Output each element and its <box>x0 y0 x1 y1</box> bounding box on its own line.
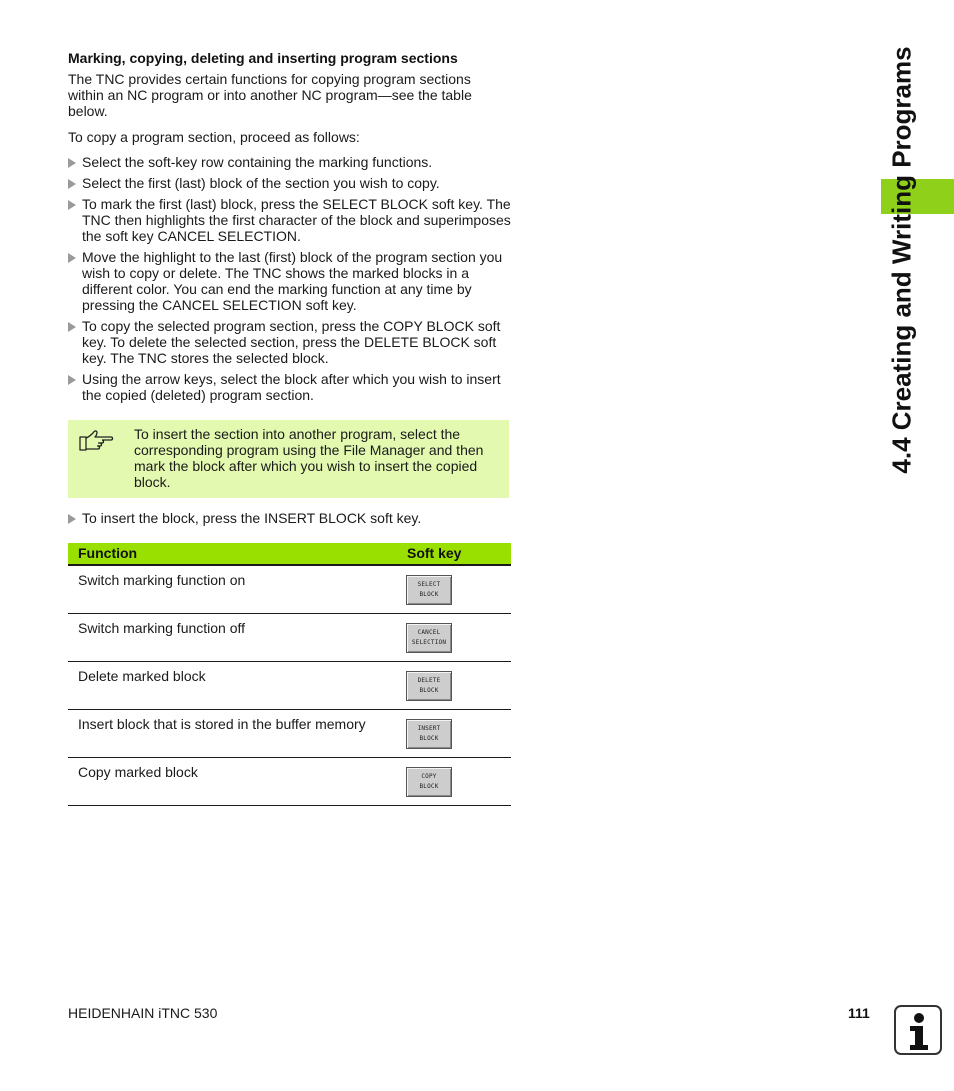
select-block-softkey <box>406 575 452 605</box>
triangle-bullet-icon <box>68 158 76 168</box>
intro-paragraph: The TNC provides certain functions for copying program sections within an NC program or into another NC program—see the table below. <box>68 71 472 119</box>
softkey-line: BLOCK <box>419 735 439 742</box>
step-text: To mark the first (last) block, press the SELECT BLOCK soft key. The TNC then highlights the first character of the block and superimposes the soft key CANCEL SELECTION. <box>82 196 511 244</box>
chapter-title <box>862 40 942 480</box>
softkey-line: BLOCK <box>419 687 439 694</box>
insert-block-softkey <box>406 719 452 749</box>
softkey-line: BLOCK <box>419 783 439 790</box>
step-item <box>68 196 512 244</box>
step-item <box>68 510 512 526</box>
step-item <box>68 249 512 313</box>
softkey-line: CANCEL <box>417 629 441 636</box>
triangle-bullet-icon <box>68 514 76 524</box>
function-cell: Delete marked block <box>78 668 206 684</box>
info-icon <box>894 1005 942 1055</box>
triangle-bullet-icon <box>68 322 76 332</box>
step-text: Using the arrow keys, select the block after which you wish to insert the copied (deleted) program section. <box>82 371 501 403</box>
table-row <box>68 566 511 614</box>
copy-block-softkey <box>406 767 452 797</box>
triangle-bullet-icon <box>68 179 76 189</box>
footer-manual: HEIDENHAIN iTNC 530 <box>68 1005 218 1021</box>
function-cell: Copy marked block <box>78 764 198 780</box>
step-text: Move the highlight to the last (first) block of the program section you wish to copy or delete. The TNC shows the marked blocks in a different color. You can end the marking function at any time by pressing the CANCEL SELECTION soft key. <box>82 249 503 313</box>
proceed-paragraph: To copy a program section, proceed as follows: <box>68 129 360 145</box>
triangle-bullet-icon <box>68 200 76 210</box>
pointing-hand-icon <box>78 428 114 459</box>
function-cell: Insert block that is stored in the buffer memory <box>78 716 366 732</box>
function-cell: Switch marking function on <box>78 572 246 588</box>
softkey-line: BLOCK <box>419 591 439 598</box>
page-number: 111 <box>848 1005 870 1021</box>
note-text: To insert the section into another program, select the corresponding program using the File Manager and then mark the block after which you wish to insert the copied block. <box>134 426 484 490</box>
step-text: Select the soft-key row containing the marking functions. <box>82 154 433 170</box>
softkey-line: SELECTION <box>411 639 447 646</box>
softkey-line: COPY <box>421 773 437 780</box>
delete-block-softkey <box>406 671 452 701</box>
step-text: Select the first (last) block of the section you wish to copy. <box>82 175 440 191</box>
step-item <box>68 371 512 403</box>
triangle-bullet-icon <box>68 253 76 263</box>
note-box <box>68 420 509 498</box>
function-cell: Switch marking function off <box>78 620 246 636</box>
step-text: To copy the selected program section, press the COPY BLOCK soft key. To delete the selected section, press the DELETE BLOCK soft key. The TNC stores the selected block. <box>82 318 501 366</box>
table-row <box>68 710 511 758</box>
chapter-title-text: 4.4 Creating and Writing Programs <box>886 46 917 474</box>
step-item <box>68 154 512 170</box>
step-item <box>68 175 512 191</box>
step-item <box>68 318 512 366</box>
cancel-selection-softkey <box>406 623 452 653</box>
table-row <box>68 758 511 806</box>
header-softkey: Soft key <box>407 545 462 561</box>
softkey-line: SELECT <box>417 581 441 588</box>
softkey-line: DELETE <box>417 677 441 684</box>
table-header <box>68 543 511 566</box>
header-function: Function <box>78 545 138 561</box>
triangle-bullet-icon <box>68 375 76 385</box>
softkey-line: INSERT <box>417 725 441 732</box>
step-text: To insert the block, press the INSERT BLOCK soft key. <box>82 510 422 526</box>
table-row <box>68 614 511 662</box>
table-row <box>68 662 511 710</box>
softkey-table <box>68 543 511 806</box>
section-heading: Marking, copying, deleting and inserting program sections <box>68 50 458 66</box>
